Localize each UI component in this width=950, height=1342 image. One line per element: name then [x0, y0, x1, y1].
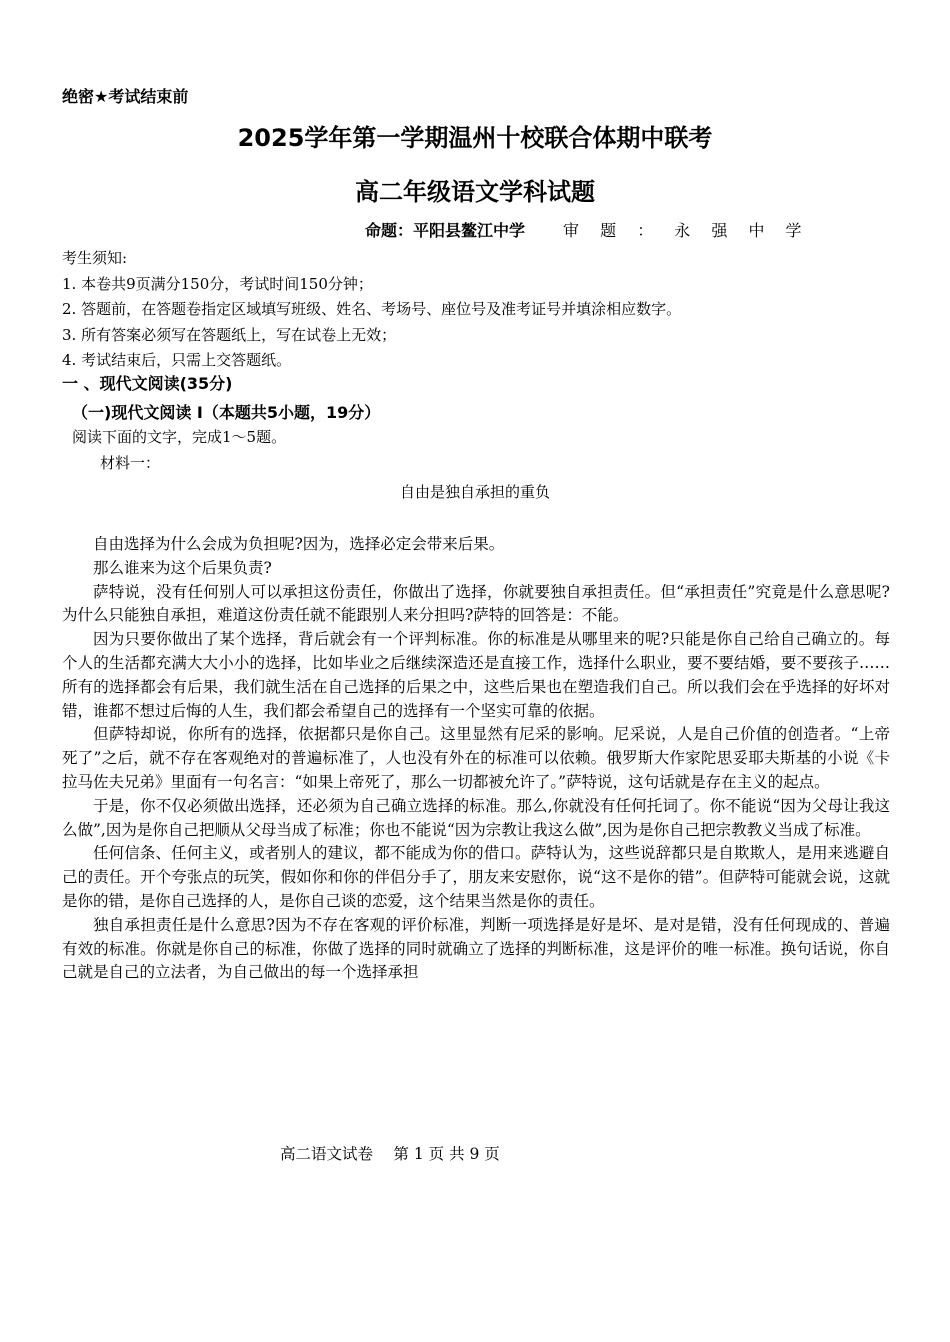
notice-item: 2. 答题前，在答题卷指定区域填写班级、姓名、考场号、座位号及准考证号并填涂相应数字。 [62, 300, 682, 318]
paragraph: 但萨特却说，你所有的选择，依据都只是你自己。这里显然有尼采的影响。尼采说，人是自己价值的创造者。“上帝死了”之后，就不存在客观绝对的普遍标准了，人也没有外在的标准可以依赖。俄罗斯大作家陀思妥耶夫斯基的小说《卡拉马佐夫兄弟》里面有一句名言：“如果上帝死了，那么一切都被允许了。”萨特说，这句话就是存在主义的起点。 [62, 725, 890, 791]
article-body [62, 533, 890, 985]
paragraph: 那么谁来为这个后果负责? [93, 558, 272, 577]
exam-notice [62, 246, 902, 374]
page-footer: 高二语文试卷 第 1 页 共 9 页 [280, 1145, 500, 1163]
paragraph: 因为只要你做出了某个选择，背后就会有一个评判标准。你的标准是从哪里来的呢?只能是你自己给自己确立的。每个人的生活都充满大大小小的选择，比如毕业之后继续深造还是直接工作，选择什么职业，要不要结婚，要不要孩子……所有的选择都会有后果，我们就生活在自己选择的后果之中，这些后果也在塑造我们自己。所以我们会在乎选择的好坏对错，谁都不想过后悔的人生，我们都会希望自己的选择有一个坚实可靠的依据。 [62, 630, 890, 720]
notice-heading: 考生须知: [62, 249, 128, 267]
paragraph: 于是，你不仅必须做出选择，还必须为自己确立选择的标准。那么,你就没有任何托词了。你不能说“因为父母让我这么做”,因为是你自己把顺从父母当成了标准；你也不能说“因为宗教让我这么做”,因为是你自己把宗教教义当成了标准。 [62, 796, 890, 839]
author-line [365, 218, 810, 241]
notice-item: 3. 所有答案必须写在答题纸上，写在试卷上无效； [62, 325, 397, 344]
subsection-heading: （一)现代文阅读 I（本题共5小题，19分） [72, 403, 381, 422]
notice-item: 4. 考试结束后，只需上交答题纸。 [62, 351, 292, 369]
paragraph: 萨特说，没有任何别人可以承担这份责任，你做出了选择，你就要独自承担责任。但“承担责任”究竟是什么意思呢?为什么只能独自承担，难道这份责任就不能跟别人来分担吗?萨特的回答是：不能。 [62, 582, 890, 625]
material-label: 材料一： [100, 454, 161, 472]
exam-title: 2025学年第一学期温州十校联合体期中联考 [237, 124, 713, 152]
paragraph: 自由选择为什么会成为负担呢?因为，选择必定会带来后果。 [93, 535, 505, 553]
reading-instruction: 阅读下面的文字，完成1～5题。 [72, 428, 287, 446]
notice-item: 1. 本卷共9页满分150分，考试时间150分钟； [62, 274, 373, 293]
section-heading: 一 、现代文阅读(35分) [62, 374, 233, 393]
paragraph: 独自承担责任是什么意思?因为不存在客观的评价标准，判断一项选择是好是坏、是对是错，没有任何现成的、普遍有效的标准。你就是你自己的标准，你做了选择的同时就确立了选择的判断标准，这是评价的唯一标准。换句话说，你自己就是自己的立法者，为自己做出的每一个选择承担 [62, 915, 890, 982]
author: 命题：平阳县鳌江中学 [365, 221, 526, 240]
reviewer: 审 题 ： 永 强 中 学 [563, 221, 810, 240]
exam-subtitle: 高二年级语文学科试题 [355, 178, 595, 206]
confidential-label: 绝密★考试结束前 [62, 87, 189, 106]
paragraph: 任何信条、任何主义，或者别人的建议，都不能成为你的借口。萨特认为，这些说辞都只是自欺欺人，是用来逃避自己的责任。开个夸张点的玩笑，假如你和你的伴侣分手了，朋友来安慰你，说“这不是你的错”。但萨特可能就会说，这就是你的错，是你自己选择的人，是你自己谈的恋爱，这个结果当然是你的责任。 [62, 844, 890, 910]
article-title: 自由是独自承担的重负 [399, 483, 550, 501]
